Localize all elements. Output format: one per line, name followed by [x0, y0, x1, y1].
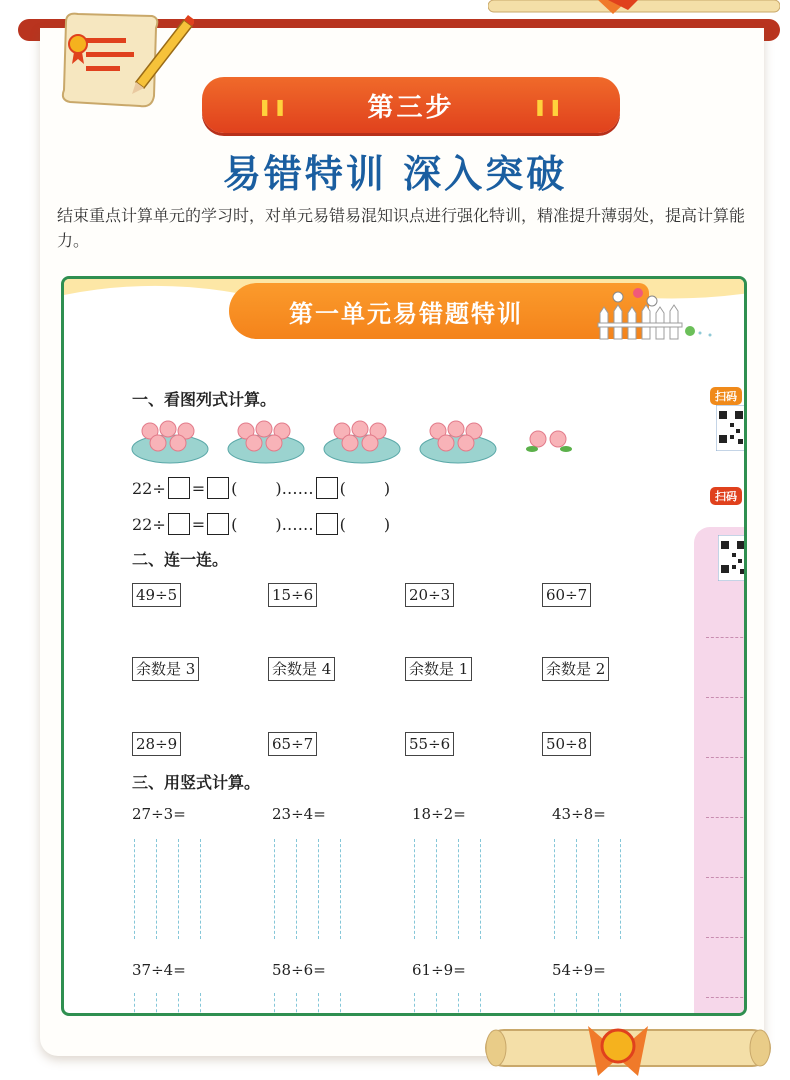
- peach-plates-icon: [130, 417, 590, 465]
- work-area[interactable]: [552, 839, 624, 939]
- match-card-remainder[interactable]: 余数是 4: [268, 657, 335, 681]
- note-line: [706, 757, 747, 758]
- eq-text: ): [383, 478, 391, 498]
- division-problem: 61÷9=: [412, 961, 466, 979]
- unit-title-banner: [229, 283, 649, 339]
- work-area[interactable]: [132, 839, 204, 939]
- eq-text: )……: [275, 514, 314, 534]
- qr-code-icon[interactable]: [718, 535, 747, 581]
- division-problem: 23÷4=: [272, 805, 326, 823]
- work-area[interactable]: [272, 839, 344, 939]
- work-area[interactable]: [272, 993, 344, 1016]
- eq-text: (: [339, 514, 346, 534]
- scan-code-tag: 扫码: [710, 487, 742, 505]
- note-line: [706, 877, 747, 878]
- note-line: [706, 817, 747, 818]
- quote-mark-icon: ❚❚: [533, 97, 564, 116]
- match-card-bottom[interactable]: 65÷7: [268, 732, 317, 756]
- division-problem: 37÷4=: [132, 961, 186, 979]
- division-problem: 27÷3=: [132, 805, 186, 823]
- match-card-bottom[interactable]: 50÷8: [542, 732, 591, 756]
- division-problem: 18÷2=: [412, 805, 466, 823]
- division-problem: 43÷8=: [552, 805, 606, 823]
- answer-box[interactable]: [168, 513, 190, 535]
- intro-text: 结束重点计算单元的学习时，对单元易错易混知识点进行强化特训，精准提升薄弱处，提高计算能力。: [57, 206, 746, 250]
- note-line: [706, 937, 747, 938]
- step-label: 第三步: [367, 92, 455, 123]
- work-area[interactable]: [132, 993, 204, 1016]
- division-problem: 58÷6=: [272, 961, 326, 979]
- eq-text: ): [383, 514, 391, 534]
- notes-sidebar: [694, 527, 747, 1016]
- scroll-ribbon-icon: [478, 1016, 778, 1080]
- answer-box[interactable]: [207, 513, 229, 535]
- answer-box[interactable]: [316, 477, 338, 499]
- note-line: [706, 637, 747, 638]
- work-area[interactable]: [552, 993, 624, 1016]
- work-area[interactable]: [412, 839, 484, 939]
- page-headline: 易错特训 深入突破: [222, 152, 568, 196]
- eq-text: =: [191, 478, 206, 498]
- quote-mark-icon: ❚❚: [258, 97, 289, 116]
- eq-text: 22÷: [132, 514, 166, 534]
- answer-box[interactable]: [168, 477, 190, 499]
- match-card-top[interactable]: 49÷5: [132, 583, 181, 607]
- match-card-remainder[interactable]: 余数是 1: [405, 657, 472, 681]
- match-card-remainder[interactable]: 余数是 2: [542, 657, 609, 681]
- note-line: [706, 697, 747, 698]
- section-3-title: 三、用竖式计算。: [132, 773, 261, 792]
- match-card-top[interactable]: 20÷3: [405, 583, 454, 607]
- answer-box[interactable]: [207, 477, 229, 499]
- equation-row-2: [132, 512, 390, 536]
- unit-title: 第一单元易错题特训: [289, 299, 523, 328]
- scan-code-tag: 扫码: [710, 387, 742, 405]
- section-1-title: 一、看图列式计算。: [132, 390, 277, 409]
- fence-flowers-icon: [592, 283, 722, 343]
- worksheet-frame: [61, 276, 747, 1016]
- eq-text: (: [339, 478, 346, 498]
- work-area[interactable]: [412, 993, 484, 1016]
- match-card-remainder[interactable]: 余数是 3: [132, 657, 199, 681]
- eq-text: =: [191, 514, 206, 534]
- note-line: [706, 997, 747, 998]
- match-card-top[interactable]: 15÷6: [268, 583, 317, 607]
- answer-box[interactable]: [316, 513, 338, 535]
- eq-text: (: [231, 478, 238, 498]
- step-banner: [202, 77, 620, 133]
- division-problem: 54÷9=: [552, 961, 606, 979]
- match-card-bottom[interactable]: 55÷6: [405, 732, 454, 756]
- certificate-pencil-icon: [56, 4, 194, 114]
- eq-text: )……: [275, 478, 314, 498]
- scroll-ornament-icon: [488, 0, 780, 14]
- match-card-bottom[interactable]: 28÷9: [132, 732, 181, 756]
- match-card-top[interactable]: 60÷7: [542, 583, 591, 607]
- qr-code-icon[interactable]: [716, 405, 746, 451]
- eq-text: 22÷: [132, 478, 166, 498]
- equation-row-1: [132, 476, 390, 500]
- section-2-title: 二、连一连。: [132, 550, 229, 569]
- eq-text: (: [231, 514, 238, 534]
